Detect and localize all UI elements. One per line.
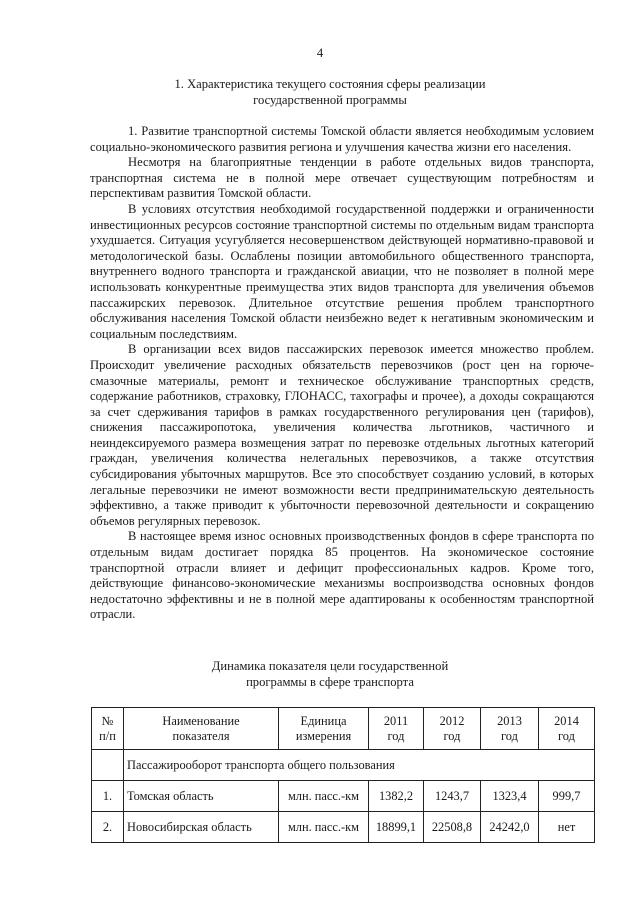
table-row (92, 812, 595, 843)
row-number: 2. (92, 812, 124, 843)
row-value-2012: 1243,7 (424, 781, 481, 812)
row-name: Томская область (124, 781, 279, 812)
row-value-2014: 999,7 (539, 781, 595, 812)
section-title-line-2: государственной программы (253, 92, 407, 107)
body-text (90, 124, 594, 623)
table-caption-line-1: Динамика показателя цели государственной (211, 659, 449, 673)
section-title-line-1: 1. Характеристика текущего состояния сферы реализации (174, 77, 486, 91)
row-value-2011: 18899,1 (369, 812, 424, 843)
table-caption (160, 659, 500, 690)
header-year-2012: 2012 год (424, 708, 481, 750)
table-group-row (92, 750, 595, 781)
row-name: Новосибирская область (124, 812, 279, 843)
page-number: 4 (316, 46, 324, 60)
row-value-2013: 24242,0 (481, 812, 539, 843)
header-indicator-name: Наименование показателя (124, 708, 279, 750)
table-row (92, 781, 595, 812)
indicator-table (91, 707, 595, 843)
row-unit: млн. пасс.-км (279, 781, 369, 812)
paragraph-5: В настоящее время износ основных производственных фондов в сфере транспорта по отдельным видам достигает порядка 85 процентов. На экономическое состояние транспортной отрасли влияет и дефицит профессиональных кадров. Кроме того, действующие финансово-экономические механизмы воспроизводства основных фондов недостаточно эффективны и не в полной мере адаптированы к особенностям транспортной отрасли. (90, 529, 594, 622)
row-unit: млн. пасс.-км (279, 812, 369, 843)
header-year-2014: 2014 год (539, 708, 595, 750)
row-value-2014: нет (539, 812, 595, 843)
row-value-2013: 1323,4 (481, 781, 539, 812)
header-number: № п/п (92, 708, 124, 750)
table-caption-line-2: программы в сфере транспорта (246, 674, 414, 689)
header-year-2011: 2011 год (369, 708, 424, 750)
paragraph-2: Несмотря на благоприятные тенденции в работе отдельных видов транспорта, транспортная система не в полной мере отвечает существующим потребностям и перспективам развития Томской области. (90, 155, 594, 201)
paragraph-4: В организации всех видов пассажирских перевозок имеется множество проблем. Происходит увеличение расходных обязательств перевозчиков (рост цен на горюче-смазочные материалы, ремонт и техническое обслуживание транспортных средств, содержание работников, страховку, ГЛОНАСС, тахографы и прочее), а доходы сокращаются за счет сдерживания тарифов в рамках государственного регулирования цен (тарифов), снижения пассажиропотока, увеличения количества льготников, частичного и неиндексируемого размера возмещения затрат по перевозке отдельных льготных категорий граждан, увеличения количества нелегальных перевозчиков, а также отсутствия субсидирования убыточных маршрутов. Все это способствует созданию условий, в которых легальные перевозчики не имеют возможности вести предпринимательскую деятельность эффективно, а также приводит к убыточности перевозочной деятельности и сокращению объемов регулярных перевозок. (90, 342, 594, 528)
row-value-2011: 1382,2 (369, 781, 424, 812)
header-unit: Единица измерения (279, 708, 369, 750)
paragraph-3: В условиях отсутствия необходимой государственной поддержки и ограниченности инвестиционных ресурсов состояние транспортной системы по отдельным видам транспорта ухудшается. Ситуация усугубляется несовершенством действующей нормативно-правовой и методологической базы. Ослаблены позиции автомобильного общественного транспорта, внутреннего водного транспорта и гражданской авиации, что не позволяет в полной мере использовать конкурентные преимущества этих видов транспорта для увеличения объемов пассажирских перевозок. Длительное отсутствие решения проблем транспортного обслуживания населения Томской области неизбежно ведет к негативным экономическим и социальным последствиям. (90, 201, 594, 341)
row-value-2012: 22508,8 (424, 812, 481, 843)
header-year-2013: 2013 год (481, 708, 539, 750)
paragraph-1: 1. Развитие транспортной системы Томской области является необходимым условием социально-экономического развития региона и улучшения качества жизни его населения. (90, 124, 594, 154)
group-row-number-cell (92, 750, 124, 781)
group-row-label: Пассажирооборот транспорта общего пользования (124, 750, 595, 781)
row-number: 1. (92, 781, 124, 812)
table-header-row (92, 708, 595, 750)
section-title (110, 77, 550, 108)
